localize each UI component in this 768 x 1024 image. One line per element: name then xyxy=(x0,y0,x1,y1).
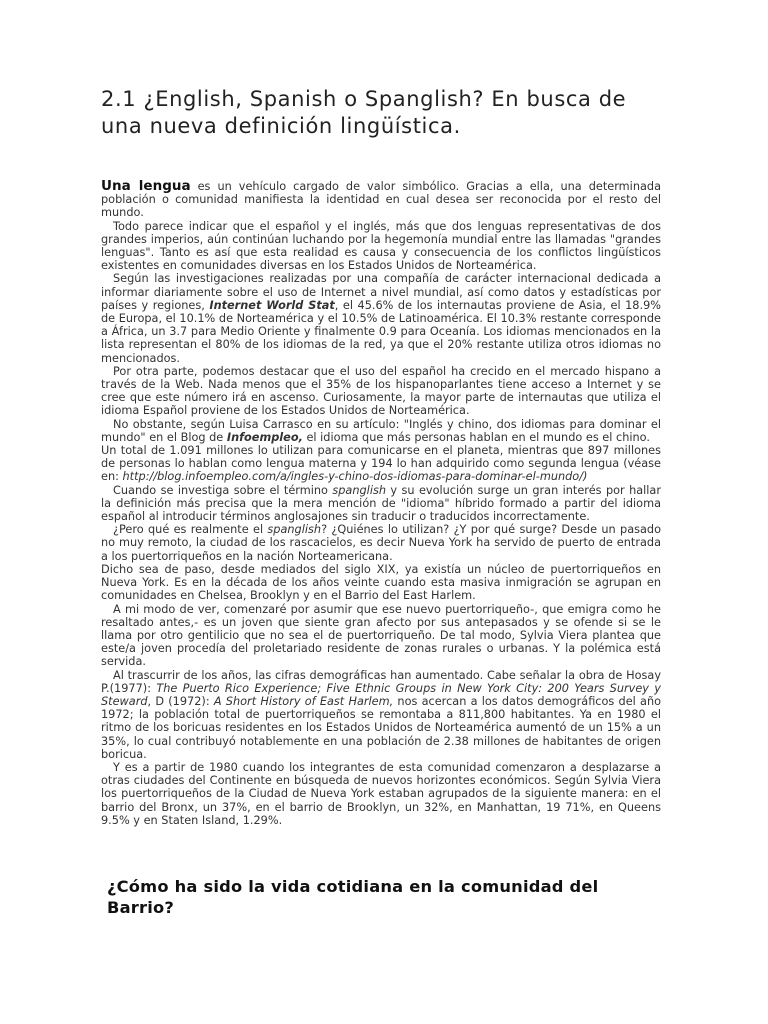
paragraph-5 xyxy=(101,418,661,444)
paragraph-3-text-c: , el 45.6% de los internautas proviene de Asia, el 18.9% de Europa, el 10.1% de Norteamérica y el 10.5% de Latinoamérica. El 10.3% restante corresponde a África, un 3.7 para Medio Oriente y finalmente 0.9 para Oceanía. Los idiomas mencionados en la lista representan el 80% de los idiomas de la red, ya que el 20% restante utiliza otros idiomas no mencionados. xyxy=(101,298,661,365)
paragraph-1 xyxy=(101,180,661,220)
paragraph-11-text-a: Al trascurrir de los años, las cifras demográficas han aumentado. Cabe señalar la obra de Hosay P.(1977): xyxy=(101,668,661,695)
term-spanglish: spanglish xyxy=(332,483,387,497)
paragraph-9: Dicho sea de paso, desde mediados del siglo XIX, ya existía un núcleo de puertorriqueños en Nueva York. Es en la década de los años veinte cuando esta masiva inmigración se agrupan en comunidades en Chelsea, Brooklyn y en el Barrio del East Harlem. xyxy=(101,562,661,603)
paragraph-6-text-a: Un total de 1.091 millones lo utilizan para comunicarse en el planeta, mientras que 897 millones de personas lo hablan como lengua materna y 194 lo han adquirido como segunda lengua (véase en: xyxy=(101,444,661,484)
paragraph-11-text-c: , D (1972): xyxy=(147,694,214,708)
infoempleo: Infoempleo, xyxy=(226,430,303,444)
internet-world-stat: Internet World Stat xyxy=(209,298,335,312)
paragraph-5-text-c: el idioma que más personas hablan en el mundo es el chino. xyxy=(302,430,650,444)
paragraph-7-text-a: Cuando se investiga sobre el término xyxy=(113,483,333,497)
paragraph-3 xyxy=(101,272,661,364)
paragraph-10: A mi modo de ver, comenzaré por asumir que ese nuevo puertorriqueño-, que emigra como he resaltado antes,- es un joven que siente gran afecto por sus antepasados y se ofende si se le llama por otro gentilicio que no sea el de puertorriqueño. De tal modo, Sylvia Viera plantea que este/a joven procedía del proletariado residente de zonas rurales o urbanas. Y la polémica está servida. xyxy=(101,602,661,669)
paragraph-12: Y es a partir de 1980 cuando los integrantes de esta comunidad comenzaron a desplazarse a otras ciudades del Continente en búsqueda de nuevos horizontes económicos. Según Sylvia Viera los puertorriqueños de la Ciudad de Nueva York estaban agrupados de la siguiente manera: en el barrio del Bronx, un 37%, en el barrio de Brooklyn, un 32%, en Manhattan, 19 71%, en Queens 9.5% y en Staten Island, 1.29%. xyxy=(101,760,661,827)
source-url[interactable]: http://blog.infoempleo.com/a/ingles-y-chino-dos-idiomas-para-dominar-el-mundo/) xyxy=(122,470,588,484)
paragraph-11-text-e: nos acercan a los datos demográficos del año 1972; la población total de puertorriqueños se remontaba a 811,800 habitantes. Ya en 1980 el ritmo de los boricuas residentes en los Estados Unidos de Norteamérica aumentó de un 15% a un 35%, lo cual contribuyó notablemente en una población de 2.38 millones de habitantes de origen boricua. xyxy=(101,694,662,761)
term-spanglish-2: spanglish xyxy=(267,523,322,537)
subheading: ¿Cómo ha sido la vida cotidiana en la comunidad del Barrio? xyxy=(107,877,599,917)
paragraph-7-text-c: y su evolución surge un gran interés por hallar la definición más precisa que la mera mención de "idioma" híbrido formado a partir del idioma español al introducir términos anglosajones sin traducir o traducidos incorrectamente. xyxy=(101,483,661,524)
paragraph-3-text-a: Según las investigaciones realizadas por una compañía de carácter internacional dedicada a informar diariamente sobre el uso de Internet a nivel mundial, así como datos y estadísticas por países y regiones, xyxy=(101,272,661,312)
paragraph-8-text-a: ¿Pero qué es realmente el xyxy=(113,523,268,537)
body-text xyxy=(101,180,661,827)
paragraph-7 xyxy=(101,484,661,524)
paragraph-11 xyxy=(101,669,661,761)
lead-words: Una lengua xyxy=(101,178,191,194)
book-title-2: A Short History of East Harlem, xyxy=(213,694,394,708)
paragraph-5-text-a: No obstante, según Luisa Carrasco en su artículo: "Inglés y chino, dos idiomas para dominar el mundo" en el Blog de xyxy=(101,417,661,444)
paragraph-2: Todo parece indicar que el español y el inglés, más que dos lenguas representativas de dos grandes imperios, aún continúan luchando por la hegemonía mundial entre las llamadas "grandes lenguas". Tanto es así que esta realidad es causa y consecuencia de los conflictos lingüísticos existentes en comunidades diversas en los Estados Unidos de Norteamérica. xyxy=(101,219,661,273)
paragraph-1-text: es un vehículo cargado de valor simbólico. Gracias a ella, una determinada población o comunidad manifiesta la identidad en cual desea ser reconocida por el resto del mundo. xyxy=(101,180,661,220)
paragraph-8-text-c: ? ¿Quiénes lo utilizan? ¿Y por qué surge? Desde un pasado no muy remoto, la ciudad de los rascacielos, es decir Nueva York ha servido de puerto de entrada a los puertorriqueños en la nación Norteamericana. xyxy=(101,523,662,563)
document-page xyxy=(101,86,661,827)
book-title-1: The Puerto Rico Experience; Five Ethnic Groups in New York City: 200 Years Survey y Steward xyxy=(101,681,661,708)
section-title: 2.1 ¿English, Spanish o Spanglish? En busca de una nueva definición lingüística. xyxy=(101,87,627,138)
paragraph-8 xyxy=(101,523,661,563)
paragraph-6 xyxy=(101,444,661,484)
paragraph-4: Por otra parte, podemos destacar que el uso del español ha crecido en el mercado hispano a través de la Web. Nada menos que el 35% de los hispanoparlantes tiene acceso a Internet y se cree que este número irá en ascenso. Curiosamente, la mayor parte de internautas que utiliza el idioma Español proviene de los Estados Unidos de Norteamérica. xyxy=(101,364,661,418)
